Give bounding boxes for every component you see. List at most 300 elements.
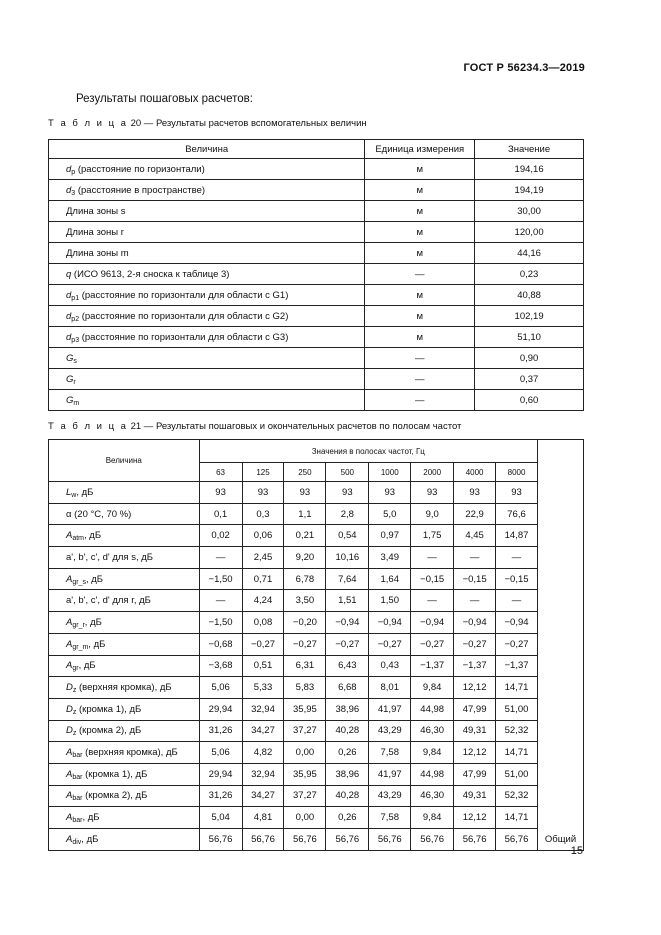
extra-cell (537, 763, 583, 785)
value-cell: 56,76 (454, 829, 496, 851)
extra-cell (537, 785, 583, 807)
extra-cell (537, 698, 583, 720)
value-cell: −0,27 (369, 633, 411, 655)
symbol: q (66, 268, 72, 280)
value-cell: 14,71 (496, 677, 538, 699)
table-row (49, 159, 584, 180)
quantity-cell (49, 785, 200, 807)
subscript: s (73, 357, 77, 365)
symbol: D (66, 703, 73, 715)
value-cell: 4,24 (242, 590, 284, 612)
t20-header-unit: Единица измерения (365, 140, 475, 159)
value-cell: −0,27 (326, 633, 369, 655)
value-cell: 12,12 (454, 677, 496, 699)
value-cell: 1,64 (369, 568, 411, 590)
value-cell: 3,50 (284, 590, 326, 612)
quantity-cell (49, 655, 200, 677)
extra-cell (537, 547, 583, 569)
document-header: ГОСТ Р 56234.3—2019 (463, 62, 585, 74)
description: α (20 °С, 70 %) (66, 508, 132, 520)
value-cell: −0,27 (454, 633, 496, 655)
extra-cell (537, 720, 583, 742)
description: , дБ (84, 530, 102, 542)
value-cell: — (199, 547, 242, 569)
value-cell: −0,27 (284, 633, 326, 655)
value-cell: 0,08 (242, 612, 284, 634)
value-cell: 40,88 (475, 285, 584, 306)
value-cell: 12,12 (454, 807, 496, 829)
value-cell: 31,26 (199, 785, 242, 807)
value-cell: 31,26 (199, 720, 242, 742)
value-cell: 0,1 (199, 503, 242, 525)
quantity-cell (49, 369, 365, 390)
symbol: d (66, 289, 72, 301)
frequency-header: 125 (242, 463, 284, 482)
value-cell: 76,6 (496, 503, 538, 525)
extra-cell (537, 568, 583, 590)
value-cell: 5,33 (242, 677, 284, 699)
value-cell: 30,00 (475, 201, 584, 222)
description: (расстояние по горизонтали для области с G1) (79, 289, 289, 301)
value-cell: −0,15 (411, 568, 454, 590)
value-cell: 0,26 (326, 807, 369, 829)
value-cell: 40,28 (326, 720, 369, 742)
table-row (49, 698, 584, 720)
value-cell: 37,27 (284, 785, 326, 807)
value-cell: 56,76 (242, 829, 284, 851)
unit-cell: м (365, 306, 475, 327)
value-cell: 0,26 (326, 742, 369, 764)
description: a', b', c', d' для r, дБ (66, 595, 151, 607)
description: (расстояние по горизонтали для области с G2) (79, 310, 289, 322)
table-row (49, 612, 584, 634)
extra-cell (537, 503, 583, 525)
value-cell: 43,29 (369, 720, 411, 742)
value-cell: 0,00 (284, 807, 326, 829)
unit-cell: — (365, 390, 475, 411)
unit-cell: м (365, 180, 475, 201)
value-cell: 5,83 (284, 677, 326, 699)
description: a', b', c', d' для s, дБ (66, 551, 154, 563)
subscript: z (72, 730, 77, 738)
subscript: div (72, 838, 82, 846)
extra-cell (537, 677, 583, 699)
unit-cell: — (365, 369, 475, 390)
description: , дБ (82, 812, 100, 824)
quantity-cell (49, 327, 365, 348)
value-cell: 0,3 (242, 503, 284, 525)
value-cell: −0,94 (496, 612, 538, 634)
value-cell: 6,31 (284, 655, 326, 677)
unit-cell: — (365, 264, 475, 285)
description: Длина зоны s (66, 205, 126, 217)
t21-header-frequency-group: Значения в полосах частот, Гц (199, 440, 537, 463)
quantity-cell (49, 720, 200, 742)
table-row (49, 720, 584, 742)
subscript: 3 (71, 189, 76, 197)
value-cell: 7,58 (369, 742, 411, 764)
subscript: p (71, 168, 76, 176)
value-cell: 47,99 (454, 698, 496, 720)
value-cell: 93 (199, 482, 242, 504)
value-cell: 49,31 (454, 785, 496, 807)
quantity-cell (49, 547, 200, 569)
value-cell: 120,00 (475, 222, 584, 243)
symbol: G (66, 373, 74, 385)
quantity-cell (49, 222, 365, 243)
value-cell: 0,00 (284, 742, 326, 764)
t21-header-quantity: Величина (49, 440, 200, 482)
value-cell: 4,81 (242, 807, 284, 829)
value-cell: 0,90 (475, 348, 584, 369)
value-cell: 93 (411, 482, 454, 504)
value-cell: 0,21 (284, 525, 326, 547)
unit-cell: м (365, 159, 475, 180)
table21-caption-text: 21 — Результаты пошаговых и окончательных расчетов по полосам частот (130, 421, 462, 432)
value-cell: 0,23 (475, 264, 584, 285)
value-cell: 22,9 (454, 503, 496, 525)
subscript: atm (72, 535, 85, 543)
quantity-cell (49, 159, 365, 180)
table20-caption-prefix: Т а б л и ц а (48, 118, 128, 129)
description: Длина зоны r (66, 226, 124, 238)
value-cell: 0,54 (326, 525, 369, 547)
table-row (49, 829, 584, 851)
value-cell: 93 (242, 482, 284, 504)
extra-cell (537, 807, 583, 829)
extra-cell (537, 655, 583, 677)
description: (кромка 2), дБ (76, 725, 142, 737)
table21-caption-prefix: Т а б л и ц а (48, 421, 128, 432)
table-row (49, 201, 584, 222)
value-cell: −0,94 (454, 612, 496, 634)
value-cell: 0,06 (242, 525, 284, 547)
value-cell: −1,37 (496, 655, 538, 677)
quantity-cell (49, 348, 365, 369)
value-cell: 2,45 (242, 547, 284, 569)
value-cell: 37,27 (284, 720, 326, 742)
quantity-cell (49, 243, 365, 264)
value-cell: 38,96 (326, 698, 369, 720)
value-cell: 12,12 (454, 742, 496, 764)
value-cell: 5,06 (199, 677, 242, 699)
quantity-cell (49, 264, 365, 285)
quantity-cell (49, 590, 200, 612)
quantity-cell (49, 525, 200, 547)
symbol: L (66, 486, 72, 498)
t20-body (49, 159, 584, 411)
value-cell: 14,71 (496, 807, 538, 829)
value-cell: — (496, 547, 538, 569)
unit-cell: м (365, 327, 475, 348)
table-row (49, 590, 584, 612)
value-cell: 51,00 (496, 698, 538, 720)
quantity-cell (49, 698, 200, 720)
value-cell: 0,51 (242, 655, 284, 677)
symbol: A (66, 812, 73, 824)
symbol: d (66, 310, 72, 322)
subscript: p1 (71, 294, 80, 302)
extra-cell (537, 742, 583, 764)
value-cell: 4,82 (242, 742, 284, 764)
unit-cell: м (365, 285, 475, 306)
t21-body (49, 482, 584, 851)
symbol: A (66, 616, 73, 628)
t20-header-value: Значение (475, 140, 584, 159)
subscript: p3 (71, 336, 80, 344)
subscript: m (73, 399, 80, 407)
table-row (49, 633, 584, 655)
value-cell: 194,19 (475, 180, 584, 201)
value-cell: 194,16 (475, 159, 584, 180)
value-cell: 1,50 (369, 590, 411, 612)
value-cell: — (411, 547, 454, 569)
value-cell: — (454, 590, 496, 612)
subscript: bar (72, 817, 83, 825)
table-row (49, 285, 584, 306)
value-cell: 44,98 (411, 698, 454, 720)
value-cell: 9,0 (411, 503, 454, 525)
table-row (49, 807, 584, 829)
table-row (49, 180, 584, 201)
frequency-header: 63 (199, 463, 242, 482)
quantity-cell (49, 807, 200, 829)
symbol: G (66, 394, 74, 406)
frequency-header: 4000 (454, 463, 496, 482)
value-cell: 51,00 (496, 763, 538, 785)
value-cell: 102,19 (475, 306, 584, 327)
value-cell: 52,32 (496, 785, 538, 807)
description: (расстояние в пространстве) (75, 184, 206, 196)
symbol: G (66, 352, 74, 364)
value-cell: 5,0 (369, 503, 411, 525)
value-cell: 93 (454, 482, 496, 504)
value-cell: 8,01 (369, 677, 411, 699)
value-cell: 29,94 (199, 763, 242, 785)
table-row (49, 568, 584, 590)
value-cell: 9,84 (411, 677, 454, 699)
description: (кромка 1), дБ (76, 703, 142, 715)
description: (кромка 2), дБ (82, 790, 148, 802)
value-cell: — (454, 547, 496, 569)
value-cell: 10,16 (326, 547, 369, 569)
quantity-cell (49, 503, 200, 525)
symbol: A (66, 530, 73, 542)
table20-caption-text: 20 — Результаты расчетов вспомогательных величин (130, 118, 367, 129)
frequency-header: 2000 (411, 463, 454, 482)
subscript: gr (72, 665, 79, 673)
value-cell: 93 (369, 482, 411, 504)
subscript: bar (72, 795, 83, 803)
unit-cell: м (365, 222, 475, 243)
table-row (49, 222, 584, 243)
symbol: A (66, 573, 73, 585)
description: , дБ (84, 616, 102, 628)
description: (кромка 1), дБ (82, 768, 148, 780)
symbol: A (66, 768, 73, 780)
value-cell: 49,31 (454, 720, 496, 742)
subscript: p2 (71, 315, 80, 323)
table21-caption (48, 421, 461, 432)
value-cell: 41,97 (369, 763, 411, 785)
value-cell: 47,99 (454, 763, 496, 785)
quantity-cell (49, 482, 200, 504)
value-cell: 6,43 (326, 655, 369, 677)
unit-cell: м (365, 201, 475, 222)
value-cell: 51,10 (475, 327, 584, 348)
value-cell: 43,29 (369, 785, 411, 807)
value-cell: 52,32 (496, 720, 538, 742)
table-row (49, 503, 584, 525)
value-cell: 32,94 (242, 698, 284, 720)
value-cell: 93 (496, 482, 538, 504)
description: , дБ (76, 486, 94, 498)
value-cell: 1,1 (284, 503, 326, 525)
value-cell: −1,37 (411, 655, 454, 677)
value-cell: 7,58 (369, 807, 411, 829)
value-cell: 44,16 (475, 243, 584, 264)
extra-cell (537, 482, 583, 504)
subscript: gr_m (72, 643, 89, 651)
description: , дБ (81, 833, 99, 845)
quantity-cell (49, 285, 365, 306)
description: (расстояние по горизонтали для области с G3) (79, 331, 289, 343)
description: (верхняя кромка), дБ (82, 747, 178, 759)
quantity-cell (49, 829, 200, 851)
description: , дБ (88, 638, 106, 650)
value-cell: 46,30 (411, 720, 454, 742)
table-row (49, 369, 584, 390)
table-row (49, 348, 584, 369)
symbol: D (66, 682, 73, 694)
value-cell: −0,27 (242, 633, 284, 655)
value-cell: 0,71 (242, 568, 284, 590)
page-number: 15 (570, 845, 583, 857)
table20-caption (48, 118, 367, 129)
unit-cell: м (365, 243, 475, 264)
value-cell: 46,30 (411, 785, 454, 807)
subscript: gr_r (72, 621, 85, 629)
table-row (49, 547, 584, 569)
value-cell: 9,20 (284, 547, 326, 569)
subscript: gr_s (72, 578, 86, 586)
value-cell: −3,68 (199, 655, 242, 677)
value-cell: 0,02 (199, 525, 242, 547)
subscript: r (73, 378, 76, 386)
frequency-header: 1000 (369, 463, 411, 482)
value-cell: −0,94 (369, 612, 411, 634)
description: (расстояние по горизонтали) (75, 163, 205, 175)
value-cell: — (199, 590, 242, 612)
symbol: D (66, 725, 73, 737)
value-cell: 34,27 (242, 720, 284, 742)
value-cell: 9,84 (411, 807, 454, 829)
intro-text: Результаты пошаговых расчетов: (76, 93, 253, 105)
value-cell: 4,45 (454, 525, 496, 547)
value-cell: 1,75 (411, 525, 454, 547)
table-row (49, 390, 584, 411)
description: , дБ (85, 573, 104, 585)
value-cell: 40,28 (326, 785, 369, 807)
subscript: bar (72, 752, 83, 760)
table-row (49, 525, 584, 547)
extra-cell (537, 590, 583, 612)
value-cell: 56,76 (199, 829, 242, 851)
subscript: w (71, 491, 77, 499)
extra-cell (537, 612, 583, 634)
quantity-cell (49, 763, 200, 785)
value-cell: 0,37 (475, 369, 584, 390)
subscript: z (72, 687, 77, 695)
symbol: A (66, 747, 73, 759)
frequency-header: 250 (284, 463, 326, 482)
value-cell: −0,94 (411, 612, 454, 634)
table-row (49, 482, 584, 504)
symbol: A (66, 833, 73, 845)
value-cell: 35,95 (284, 763, 326, 785)
value-cell: −0,15 (496, 568, 538, 590)
value-cell: — (496, 590, 538, 612)
value-cell: 29,94 (199, 698, 242, 720)
value-cell: −0,94 (326, 612, 369, 634)
subscript: z (72, 708, 77, 716)
table-row (49, 243, 584, 264)
value-cell: 9,84 (411, 742, 454, 764)
table-21 (48, 439, 584, 851)
quantity-cell (49, 742, 200, 764)
description: , дБ (78, 660, 96, 672)
table-row (49, 763, 584, 785)
table-row (49, 264, 584, 285)
value-cell: 56,76 (326, 829, 369, 851)
value-cell: −0,20 (284, 612, 326, 634)
value-cell: — (411, 590, 454, 612)
value-cell: 7,64 (326, 568, 369, 590)
subscript: bar (72, 773, 83, 781)
value-cell: 35,95 (284, 698, 326, 720)
symbol: d (66, 163, 72, 175)
table-row (49, 742, 584, 764)
value-cell: 2,8 (326, 503, 369, 525)
value-cell: −1,50 (199, 612, 242, 634)
symbol: A (66, 790, 73, 802)
description: (верхняя кромка), дБ (76, 682, 172, 694)
value-cell: −1,37 (454, 655, 496, 677)
quantity-cell (49, 201, 365, 222)
table-row (49, 785, 584, 807)
quantity-cell (49, 568, 200, 590)
value-cell: 14,71 (496, 742, 538, 764)
value-cell: 44,98 (411, 763, 454, 785)
value-cell: 3,49 (369, 547, 411, 569)
value-cell: 93 (284, 482, 326, 504)
quantity-cell (49, 306, 365, 327)
extra-cell: Общий (537, 829, 583, 851)
value-cell: −0,68 (199, 633, 242, 655)
table-row (49, 306, 584, 327)
table-20 (48, 139, 584, 411)
value-cell: 32,94 (242, 763, 284, 785)
symbol: d (66, 331, 72, 343)
value-cell: 0,43 (369, 655, 411, 677)
quantity-cell (49, 180, 365, 201)
quantity-cell (49, 677, 200, 699)
value-cell: 34,27 (242, 785, 284, 807)
value-cell: 38,96 (326, 763, 369, 785)
value-cell: 0,60 (475, 390, 584, 411)
description: (ИСО 9613, 2-я сноска к таблице 3) (71, 268, 230, 280)
value-cell: 0,97 (369, 525, 411, 547)
